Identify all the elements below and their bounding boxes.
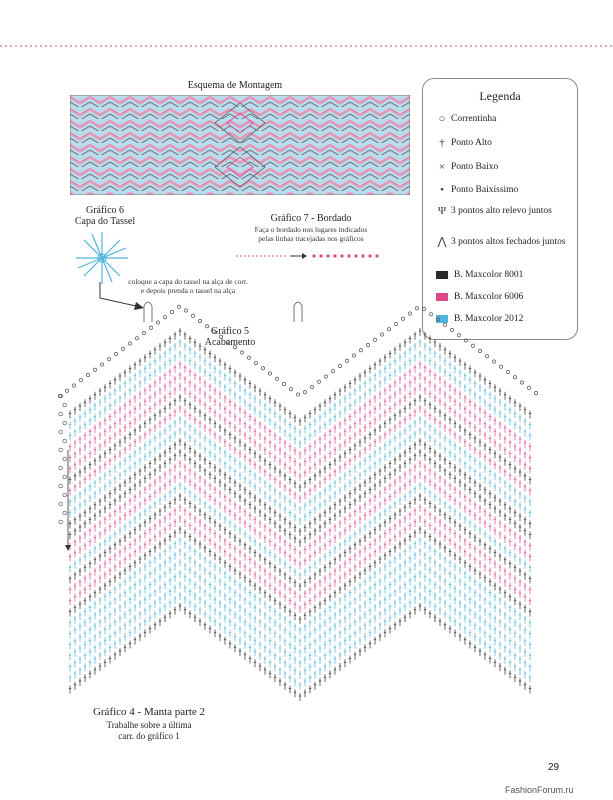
legend-item-double-crochet: † Ponto Alto xyxy=(433,138,566,148)
grafico4-title: Gráfico 4 - Manta parte 2 xyxy=(92,706,206,718)
grafico6-title: Gráfico 6 Capa do Tassel xyxy=(74,205,136,227)
legend-item-8001: B. Maxcolor 8001 xyxy=(433,270,569,280)
grafico7-title: Gráfico 7 - Bordado xyxy=(270,213,352,224)
stitch-row xyxy=(69,328,531,426)
hanging-loop xyxy=(144,302,152,322)
legend-item-2012: B. Maxcolor 2012 xyxy=(433,314,569,324)
hanging-loop xyxy=(294,302,302,322)
legend-item-slip-stitch: • Ponto Baixíssimo xyxy=(433,185,566,195)
legend-item-chain: ○ Correntinha xyxy=(433,114,566,124)
tassel-note: coloque a capa do tassel na alça de corr. e depois prenda o tassel na alça xyxy=(128,277,248,295)
assembly-scheme xyxy=(70,95,410,195)
legend-item-closed-cluster: ⋀ 3 pontos altos fechados juntos xyxy=(433,237,566,247)
color-swatch-8001 xyxy=(436,271,448,279)
legend-item-relief-cluster: Ψ 3 pontos alto relevo juntos xyxy=(433,206,566,216)
grafico4-subtitle: Trabalhe sobre a última carr. do gráfico 1 xyxy=(106,720,192,741)
legend-item-single-crochet: × Ponto Baixo xyxy=(433,162,566,172)
cluster-closed-icon: ⋀ xyxy=(437,236,447,248)
top-divider xyxy=(0,44,613,48)
chain-stitch-icon: ○ xyxy=(438,113,446,125)
legend-title: Legenda xyxy=(479,89,521,103)
watermark: FashionForum.ru xyxy=(505,785,574,795)
grafico5-title: Gráfico 5 Acabamento xyxy=(204,326,256,348)
double-crochet-icon: † xyxy=(439,137,445,149)
assembly-title: Esquema de Montagem xyxy=(187,80,283,91)
single-crochet-icon: × xyxy=(438,161,446,173)
legend-item-6006: B. Maxcolor 6006 xyxy=(433,292,569,302)
page-number: 29 xyxy=(548,762,560,773)
grafico7-note: Faça o bordado nos lugares indicados pelas linhas tracejadas nos gráficos xyxy=(254,225,368,243)
embroidery-line xyxy=(236,250,386,262)
crochet-chart xyxy=(40,300,560,710)
cluster-relief-icon: Ψ xyxy=(437,205,447,217)
slip-stitch-icon: • xyxy=(440,184,444,196)
